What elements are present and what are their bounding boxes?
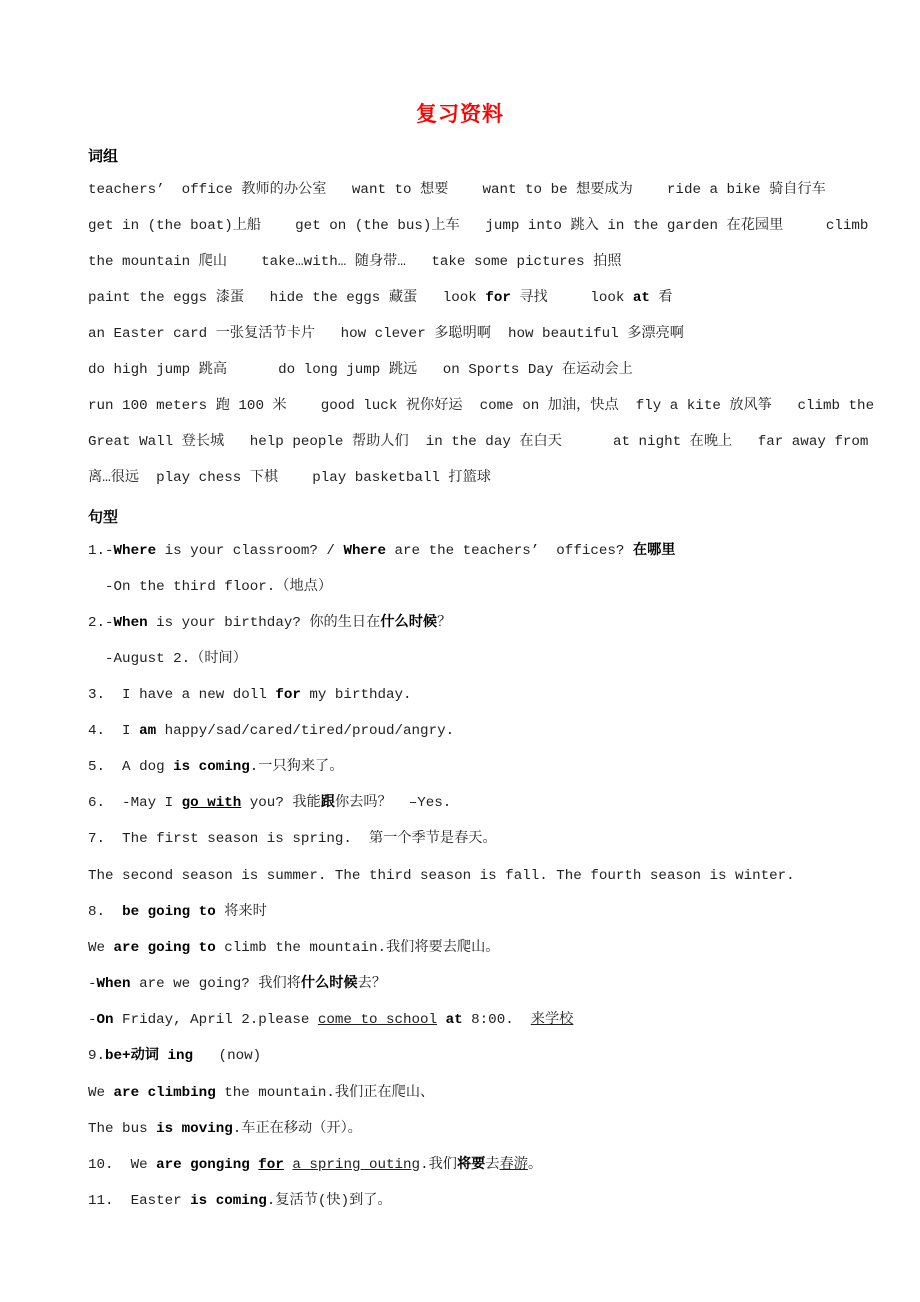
text-line <box>88 1083 434 1103</box>
text-line <box>88 649 247 669</box>
text-segment: you? 我能 <box>241 795 321 811</box>
emphasized-text: for <box>258 1157 284 1173</box>
text-segment: Great Wall 登长城 help people 帮助人们 in the day 在白天 at night 在晚上 far away from <box>88 434 869 450</box>
emphasized-text: On <box>96 1012 114 1028</box>
text-segment: (now) <box>193 1048 262 1064</box>
emphasized-text: be+动词 ing <box>105 1048 194 1064</box>
text-segment: my birthday. <box>300 687 412 703</box>
emphasized-text: a spring outing <box>292 1157 421 1173</box>
text-segment: is your classroom? / <box>156 543 344 559</box>
text-segment: - <box>88 976 97 992</box>
emphasized-text: When <box>96 976 131 992</box>
text-segment: We <box>88 940 114 956</box>
emphasized-text: for <box>275 687 301 703</box>
text-line <box>88 866 795 886</box>
text-line <box>88 757 343 777</box>
text-segment: teachers’ office 教师的办公室 want to 想要 want to be 想要成为 ride a bike 骑自行车 <box>88 182 826 198</box>
text-line <box>88 1046 261 1066</box>
text-line <box>88 793 451 813</box>
emphasized-text: are gonging <box>156 1157 250 1173</box>
text-segment: get in (the boat)上船 get on (the bus)上车 jump into 跳入 in the garden 在花园里 climb <box>88 218 869 234</box>
emphasized-text: 在哪里 <box>632 543 676 559</box>
text-line <box>88 1155 542 1175</box>
emphasized-text: for <box>485 290 511 306</box>
text-segment: -August 2.（时间） <box>88 651 247 667</box>
text-line <box>88 974 386 994</box>
text-segment: are we going? 我们将 <box>130 976 301 992</box>
text-line <box>88 938 500 958</box>
text-segment: .复活节(快)到了。 <box>266 1193 392 1209</box>
text-line <box>88 1191 392 1211</box>
text-line <box>88 721 454 741</box>
text-segment: 6. -May I <box>88 795 182 811</box>
text-line <box>88 324 684 344</box>
text-segment: 2.- <box>88 615 114 631</box>
text-segment: 看 <box>649 290 673 306</box>
emphasized-text: are climbing <box>113 1085 216 1101</box>
text-line <box>88 396 874 416</box>
text-line <box>88 577 332 597</box>
text-line <box>88 180 826 200</box>
text-segment: 8:00. <box>462 1012 531 1028</box>
text-segment: .车正在移动（开）。 <box>232 1121 362 1137</box>
text-segment: -On the third floor.（地点） <box>88 579 333 595</box>
text-segment: an Easter card 一张复活节卡片 how clever 多聪明啊 how beautiful 多漂亮啊 <box>88 326 684 342</box>
text-segment: The bus <box>88 1121 157 1137</box>
text-segment: is your birthday? 你的生日在 <box>147 615 381 631</box>
text-segment: Friday, April 2.please <box>113 1012 318 1028</box>
text-segment: 10. We <box>88 1157 157 1173</box>
text-segment: 8. <box>88 904 123 920</box>
text-segment: .我们 <box>420 1157 457 1173</box>
emphasized-text: Where <box>113 543 157 559</box>
emphasized-text: 将要 <box>456 1157 486 1173</box>
emphasized-text: When <box>113 615 148 631</box>
text-line <box>88 216 868 236</box>
text-segment: 9. <box>88 1048 106 1064</box>
emphasized-text: are going to <box>113 940 216 956</box>
text-segment: 11. Easter <box>88 1193 191 1209</box>
text-segment: happy/sad/cared/tired/proud/angry. <box>156 723 455 739</box>
text-line <box>88 252 622 272</box>
emphasized-text: am <box>139 723 157 739</box>
text-segment: 寻找 look <box>510 290 633 306</box>
emphasized-text: is coming <box>190 1193 267 1209</box>
emphasized-text: at <box>632 290 650 306</box>
text-segment: - <box>88 1012 97 1028</box>
text-line <box>88 541 676 561</box>
text-segment: run 100 meters 跑 100 米 good luck 祝你好运 come on 加油，快点 fly a kite 放风筝 climb the <box>88 398 875 414</box>
text-segment: the mountain 爬山 take…with… 随身带… take some pictures 拍照 <box>88 254 622 270</box>
text-segment: 你去吗？ –Yes. <box>334 795 452 811</box>
text-segment: are the teachers’ offices? <box>386 543 633 559</box>
section-heading-phrases: 词组 <box>88 147 119 165</box>
emphasized-text: 春游 <box>499 1157 528 1173</box>
text-segment: 去？ <box>357 976 387 992</box>
text-segment: We <box>88 1085 114 1101</box>
text-line <box>88 685 412 705</box>
emphasized-text: be going to <box>122 904 216 920</box>
text-line <box>88 902 267 922</box>
text-segment: 7. The first season is spring. 第一个季节是春天。 <box>88 831 497 847</box>
emphasized-text: go with <box>181 795 242 811</box>
emphasized-text: come to school <box>317 1012 438 1028</box>
emphasized-text: is moving <box>156 1121 233 1137</box>
text-line <box>88 1010 573 1030</box>
document-title: 复习资料 <box>416 102 504 126</box>
text-line <box>88 829 497 849</box>
text-line <box>88 468 491 488</box>
text-segment: climb the mountain.我们将要去爬山。 <box>215 940 500 956</box>
text-segment: the mountain.我们正在爬山、 <box>215 1085 435 1101</box>
emphasized-text: 跟 <box>320 795 335 811</box>
section-heading-sentence-patterns: 句型 <box>88 508 119 526</box>
emphasized-text: at <box>445 1012 463 1028</box>
emphasized-text: 什么时候 <box>380 615 438 631</box>
emphasized-text: is coming <box>173 759 250 775</box>
text-segment: .一只狗来了。 <box>249 759 344 775</box>
text-line <box>88 288 673 308</box>
text-segment: 4. I <box>88 723 140 739</box>
text-segment: 去 <box>485 1157 500 1173</box>
text-segment: do high jump 跳高 do long jump 跳远 on Sports Day 在运动会上 <box>88 362 633 378</box>
emphasized-text: Where <box>343 543 387 559</box>
text-segment: The second season is summer. The third season is fall. The fourth season is winter. <box>88 868 795 884</box>
text-segment: 离…很远 play chess 下棋 play basketball 打篮球 <box>88 470 491 486</box>
text-segment <box>437 1012 446 1028</box>
text-line <box>88 360 633 380</box>
text-segment: 。 <box>527 1157 543 1173</box>
emphasized-text: 什么时候 <box>300 976 358 992</box>
text-segment: 3. I have a new doll <box>88 687 276 703</box>
text-segment: 5. A dog <box>88 759 174 775</box>
text-segment: 将来时 <box>215 904 267 920</box>
text-line <box>88 613 451 633</box>
text-segment: 1.- <box>88 543 114 559</box>
emphasized-text: 来学校 <box>530 1012 574 1028</box>
text-line <box>88 432 868 452</box>
text-segment: ？ <box>437 615 452 631</box>
text-line <box>88 1119 362 1139</box>
text-segment: paint the eggs 漆蛋 hide the eggs 藏蛋 look <box>88 290 486 306</box>
